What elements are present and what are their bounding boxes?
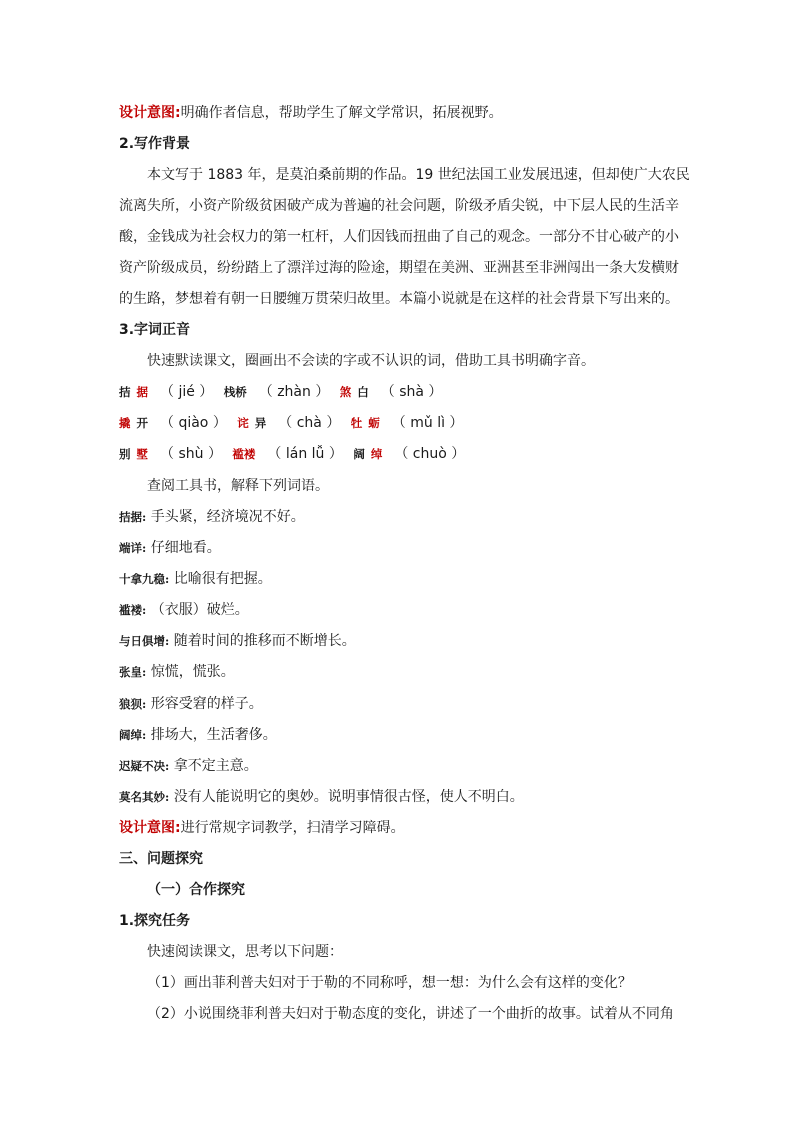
vocab-definition: 惊慌，慌张。	[150, 664, 235, 680]
pinyin-row	[119, 444, 471, 464]
task-intro: 快速阅读课文，思考以下问题：	[147, 944, 343, 960]
vocab-definition: 排场大，生活奢侈。	[150, 727, 277, 743]
pinyin-row	[119, 382, 448, 402]
vocab-entry	[119, 662, 235, 682]
vocab-definition: 形容受窘的样子。	[150, 696, 263, 712]
subheading-cooperative-inquiry: （一）合作探究	[147, 882, 245, 898]
vocab-definition: 没有人能说明它的奥妙。说明事情很古怪，使人不明白。	[173, 789, 524, 805]
pinyin-reading: （ chuò ）	[394, 446, 466, 462]
design-intent-text: 进行常规字词教学，扫清学习障碍。	[180, 820, 405, 836]
pinyin-word: 褴褛	[232, 447, 256, 461]
vocab-entry	[119, 569, 272, 589]
vocab-intro: 查阅工具书，解释下列词语。	[147, 478, 329, 494]
vocab-term: 端详:	[119, 541, 147, 555]
pinyin-word: 别 墅	[119, 447, 148, 461]
background-paragraph-line: 酸，金钱成为社会权力的第一杠杆，人们因钱而扭曲了自己的观念。一部分不甘心破产的小	[119, 229, 679, 245]
question-item: （2）小说围绕菲利普夫妇对于勒态度的变化，讲述了一个曲折的故事。试着从不同角	[147, 1006, 674, 1022]
vocab-entry	[119, 694, 263, 714]
design-intent-1	[119, 103, 503, 123]
pinyin-word: 拮 据	[119, 385, 148, 399]
design-intent-2	[119, 818, 405, 838]
vocab-term: 张皇:	[119, 665, 147, 679]
background-paragraph-line: 资产阶级成员，纷纷踏上了漂洋过海的险途，期望在美洲、亚洲甚至非洲闯出一条大发横财	[119, 260, 679, 276]
pinyin-word: 煞 白	[339, 385, 369, 399]
pinyin-word: 撬 开	[119, 416, 148, 430]
task-heading: 1.探究任务	[119, 913, 191, 929]
vocab-term: 莫名其妙:	[119, 790, 170, 804]
vocab-entry	[119, 787, 524, 807]
design-intent-label: 设计意图:	[119, 820, 181, 836]
vocab-term: 与日俱增:	[119, 634, 170, 648]
design-intent-label: 设计意图:	[119, 105, 181, 121]
pinyin-reading: （ zhàn ）	[258, 384, 330, 400]
vocab-entry	[119, 507, 305, 527]
vocab-entry	[119, 725, 277, 745]
section-heading-writing-background: 2.写作背景	[119, 136, 191, 152]
pinyin-row	[119, 413, 469, 433]
vocab-term: 褴褛:	[119, 603, 147, 617]
pinyin-reading: （ mǔ lì ）	[391, 415, 464, 431]
vocab-term: 拮据:	[119, 510, 147, 524]
vocab-entry	[119, 631, 356, 651]
pinyin-word: 诧 异	[237, 416, 267, 430]
vocab-definition: 拿不定主意。	[173, 758, 258, 774]
vocab-definition: （衣服）破烂。	[150, 602, 249, 618]
vocab-term: 狼狈:	[119, 697, 147, 711]
vocab-term: 阔绰:	[119, 728, 147, 742]
vocab-entry	[119, 538, 221, 558]
pinyin-reading: （ jié ）	[160, 384, 214, 400]
pinyin-reading: （ shà ）	[380, 384, 443, 400]
vocab-entry	[119, 600, 249, 620]
vocab-definition: 随着时间的推移而不断增长。	[173, 633, 356, 649]
section-heading-pronunciation: 3.字词正音	[119, 322, 191, 338]
vocab-definition: 比喻很有把握。	[173, 571, 272, 587]
background-paragraph-line: 本文写于 1883 年，是莫泊桑前期的作品。19 世纪法国工业发展迅速，但却使广大农民	[147, 167, 690, 183]
question-item: （1）画出菲利普夫妇对于于勒的不同称呼，想一想：为什么会有这样的变化？	[147, 975, 632, 991]
pinyin-reading: （ qiào ）	[160, 415, 227, 431]
vocab-definition: 手头紧，经济境况不好。	[150, 509, 305, 525]
background-paragraph-line: 流离失所，小资产阶级贫困破产成为普遍的社会问题，阶级矛盾尖锐，中下层人民的生活辛	[119, 198, 679, 214]
pinyin-word: 阔 绰	[353, 447, 383, 461]
pinyin-reading: （ chà ）	[278, 415, 341, 431]
vocab-definition: 仔细地看。	[150, 540, 221, 556]
design-intent-text: 明确作者信息，帮助学生了解文学常识，拓展视野。	[180, 105, 503, 121]
pinyin-word: 牡 蛎	[350, 416, 380, 430]
part-heading-inquiry: 三、问题探究	[119, 851, 203, 867]
pinyin-reading: （ lán lǚ ）	[267, 446, 343, 462]
pinyin-word: 栈桥	[223, 385, 247, 399]
vocab-entry	[119, 756, 258, 776]
pinyin-reading: （ shù ）	[160, 446, 222, 462]
pronunciation-intro: 快速默读课文，圈画出不会读的字或不认识的词，借助工具书明确字音。	[147, 353, 595, 369]
background-paragraph-line: 的生路，梦想着有朝一日腰缠万贯荣归故里。本篇小说就是在这样的社会背景下写出来的。	[119, 291, 679, 307]
vocab-term: 迟疑不决:	[119, 759, 170, 773]
vocab-term: 十拿九稳:	[119, 572, 170, 586]
